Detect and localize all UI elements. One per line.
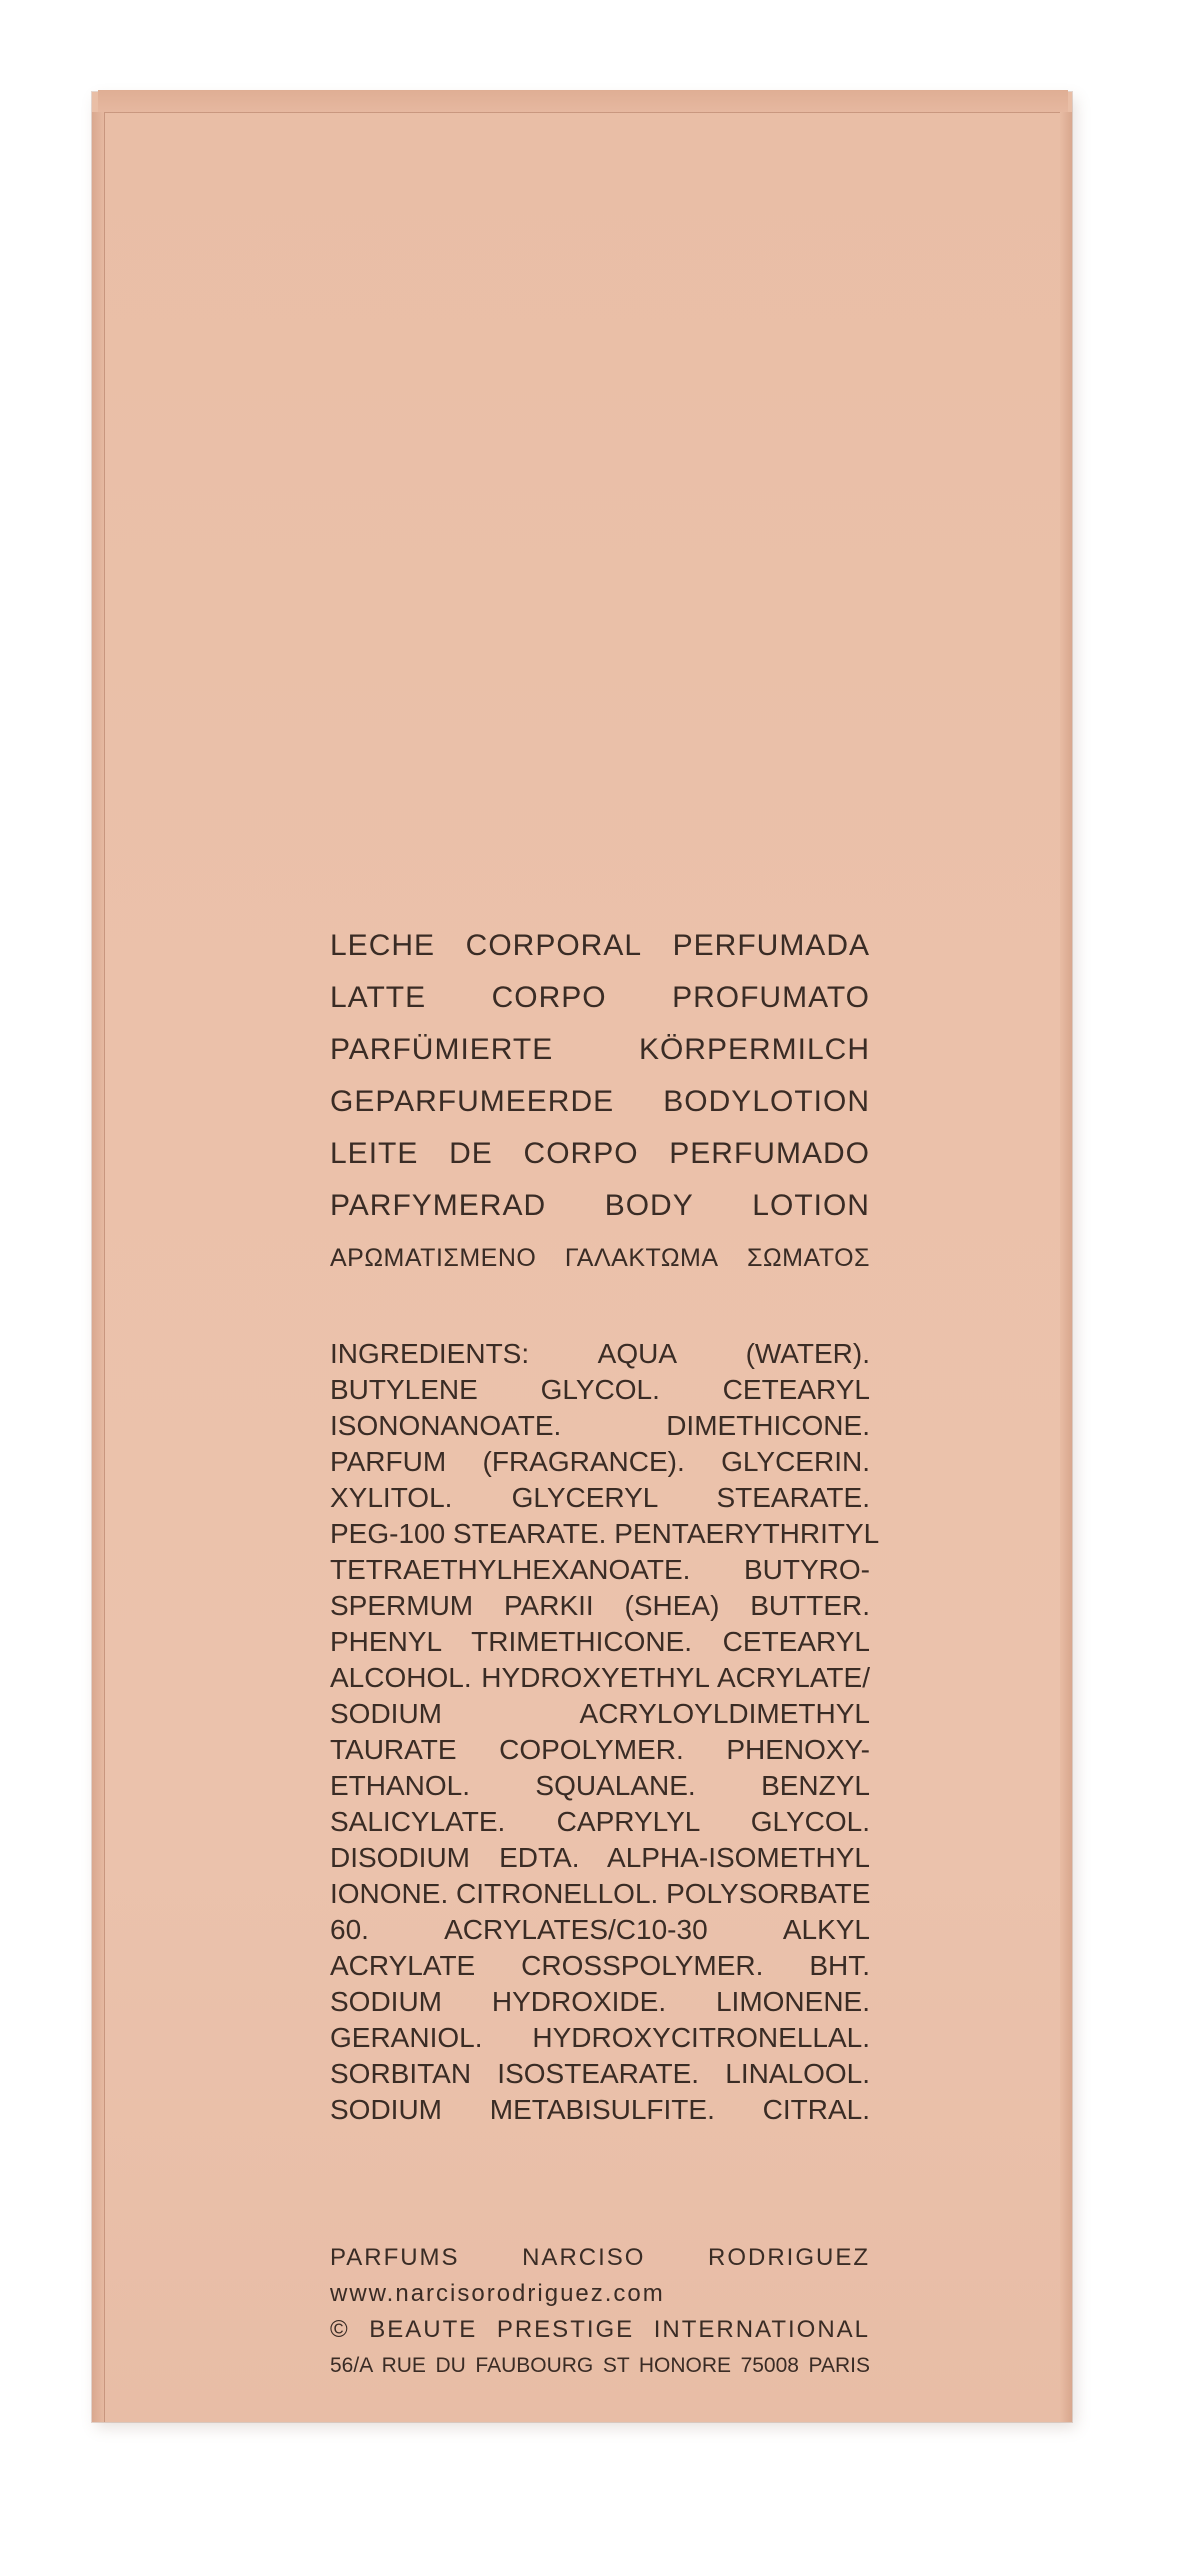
ingredients-line: XYLITOL. GLYCERYL STEARATE.: [330, 1482, 870, 1513]
ingredients-line: 60. ACRYLATES/C10-30 ALKYL: [330, 1914, 870, 1945]
product-name-el: ΑΡΩΜΑΤΙΣΜΕΝΟ ΓΑΛΑΚΤΩΜΑ ΣΩΜΑΤΟΣ: [330, 1244, 870, 1272]
ingredients-line: SPERMUM PARKII (SHEA) BUTTER.: [330, 1590, 870, 1621]
product-name-it: LATTE CORPO PROFUMATO: [330, 981, 870, 1014]
ingredients-line: INGREDIENTS: AQUA (WATER).: [330, 1338, 870, 1369]
ingredients-line: PHENYL TRIMETHICONE. CETEARYL: [330, 1626, 870, 1657]
box-top-fold: [98, 90, 1068, 113]
ingredients-line: PEG-100 STEARATE. PENTAERYTHRITYL: [330, 1518, 880, 1549]
product-names: [330, 920, 870, 1284]
copyright-line: © BEAUTE PRESTIGE INTERNATIONAL: [330, 2316, 870, 2343]
ingredients-line: ACRYLATE CROSSPOLYMER. BHT.: [330, 1950, 870, 1981]
ingredients-line: PARFUM (FRAGRANCE). GLYCERIN.: [330, 1446, 870, 1477]
product-name-pt: LEITE DE CORPO PERFUMADO: [330, 1137, 870, 1170]
ingredients-list: [330, 1336, 880, 2128]
box-right-edge: [1060, 112, 1072, 2422]
box-left-edge: [92, 112, 105, 2422]
ingredients-line: SORBITAN ISOSTEARATE. LINALOOL.: [330, 2058, 870, 2089]
brand-name: PARFUMS NARCISO RODRIGUEZ: [330, 2244, 870, 2271]
ingredients-line: BUTYLENE GLYCOL. CETEARYL: [330, 1374, 870, 1405]
manufacturer-info: [330, 2240, 870, 2384]
ingredients-line: ISONONANOATE. DIMETHICONE.: [330, 1410, 870, 1441]
brand-address: 56/A RUE DU FAUBOURG ST HONORE 75008 PARIS: [330, 2354, 870, 2377]
ingredients-line: TETRAETHYLHEXANOATE. BUTYRO-: [330, 1554, 870, 1585]
product-name-es: LECHE CORPORAL PERFUMADA: [330, 929, 870, 962]
ingredients-line: SODIUM METABISULFITE. CITRAL.: [330, 2094, 870, 2125]
ingredients-line: GERANIOL. HYDROXYCITRONELLAL.: [330, 2022, 870, 2053]
ingredients-line: SODIUM ACRYLOYLDIMETHYL: [330, 1698, 870, 1729]
ingredients-line: SODIUM HYDROXIDE. LIMONENE.: [330, 1986, 870, 2017]
ingredients-line: SALICYLATE. CAPRYLYL GLYCOL.: [330, 1806, 870, 1837]
product-name-sv: PARFYMERAD BODY LOTION: [330, 1189, 870, 1222]
ingredients-line: ALCOHOL. HYDROXYETHYL ACRYLATE/: [330, 1662, 870, 1693]
ingredients-line: IONONE. CITRONELLOL. POLYSORBATE: [330, 1878, 871, 1909]
ingredients-line: DISODIUM EDTA. ALPHA-ISOMETHYL: [330, 1842, 870, 1873]
product-name-de: PARFÜMIERTE KÖRPERMILCH: [330, 1033, 870, 1066]
ingredients-line: ETHANOL. SQUALANE. BENZYL: [330, 1770, 870, 1801]
product-name-nl: GEPARFUMEERDE BODYLOTION: [330, 1085, 870, 1118]
ingredients-line: TAURATE COPOLYMER. PHENOXY-: [330, 1734, 870, 1765]
brand-website: www.narcisorodriguez.com: [330, 2280, 665, 2307]
